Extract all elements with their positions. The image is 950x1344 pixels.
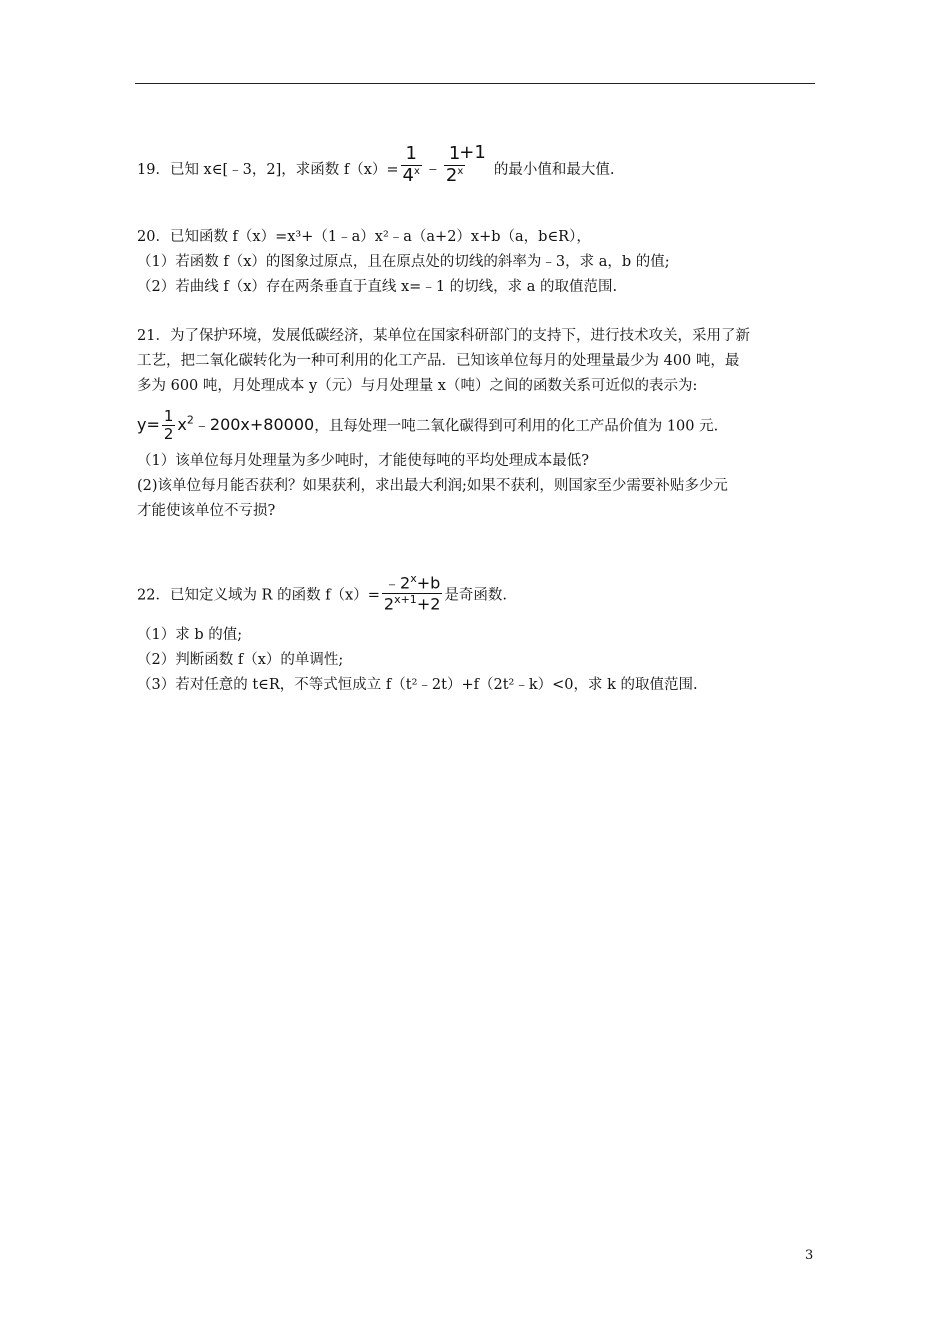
q20-line-3: （2）若曲线 f（x）存在两条垂直于直线 x=﹣1 的切线，求 a 的取值范围.: [137, 279, 618, 295]
q19-line: [137, 142, 615, 190]
q21-line-3: 多为 600 吨，月处理成本 y（元）与月处理量 x（吨）之间的函数关系可近似的表示为:: [137, 378, 698, 394]
q19-text-post: 的最小值和最大值.: [493, 162, 615, 179]
q22-line-1: [137, 572, 508, 615]
q19-formula: $\frac{1}{4^x}$ ﹣ $\frac{1}{2^x}$ +1: [402, 142, 486, 186]
q21-line-4: [137, 408, 718, 444]
q21-line-5: （1）该单位每月处理量为多少吨时，才能使每吨的平均处理成本最低?: [137, 453, 589, 469]
q22-line-2: （1）求 b 的值;: [137, 627, 243, 643]
q20-line-2: （1）若函数 f（x）的图象过原点，且在原点处的切线的斜率为﹣3，求 a，b 的值;: [137, 254, 670, 270]
q21-line-2: 工艺，把二氧化碳转化为一种可利用的化工产品．已知该单位每月的处理量最少为 400 吨，最: [137, 353, 740, 369]
q21-line-1: 21．为了保护环境，发展低碳经济，某单位在国家科研部门的支持下，进行技术攻关，采用了新: [137, 328, 750, 344]
q22-text-pre: 22．已知定义域为 R 的函数 f（x）=: [137, 587, 380, 604]
q21-line-6: (2)该单位每月能否获利？如果获利，求出最大利润;如果不获利，则国家至少需要补贴多少元: [137, 478, 728, 494]
q20-line-1: 20．已知函数 f（x）=x³+（1﹣a）x²﹣a（a+2）x+b（a，b∈R），: [137, 229, 591, 245]
q22-line-4: （3）若对任意的 t∈R，不等式恒成立 f（t²﹣2t）+f（2t²﹣k）<0，求 k 的取值范围.: [137, 677, 698, 693]
q22-text-post: 是奇函数.: [444, 587, 508, 604]
page-number: 3: [805, 1248, 814, 1263]
q21-line-7: 才能使该单位不亏损?: [137, 503, 276, 519]
q22-line-3: （2）判断函数 f（x）的单调性;: [137, 652, 344, 668]
q19-text-pre: 19．已知 x∈[﹣3，2]，求函数 f（x）=: [137, 162, 399, 179]
header-rule: [135, 83, 815, 84]
q22-formula: $\frac{﹣2^x+b}{2^{x+1}+2}$: [383, 572, 441, 614]
q21-formula: y= $\frac{1}{2}$ $x^2﹣200x+80000$: [137, 407, 315, 444]
q21-line-4-text: ，且每处理一吨二氧化碳得到可利用的化工产品价值为 100 元.: [314, 418, 719, 435]
